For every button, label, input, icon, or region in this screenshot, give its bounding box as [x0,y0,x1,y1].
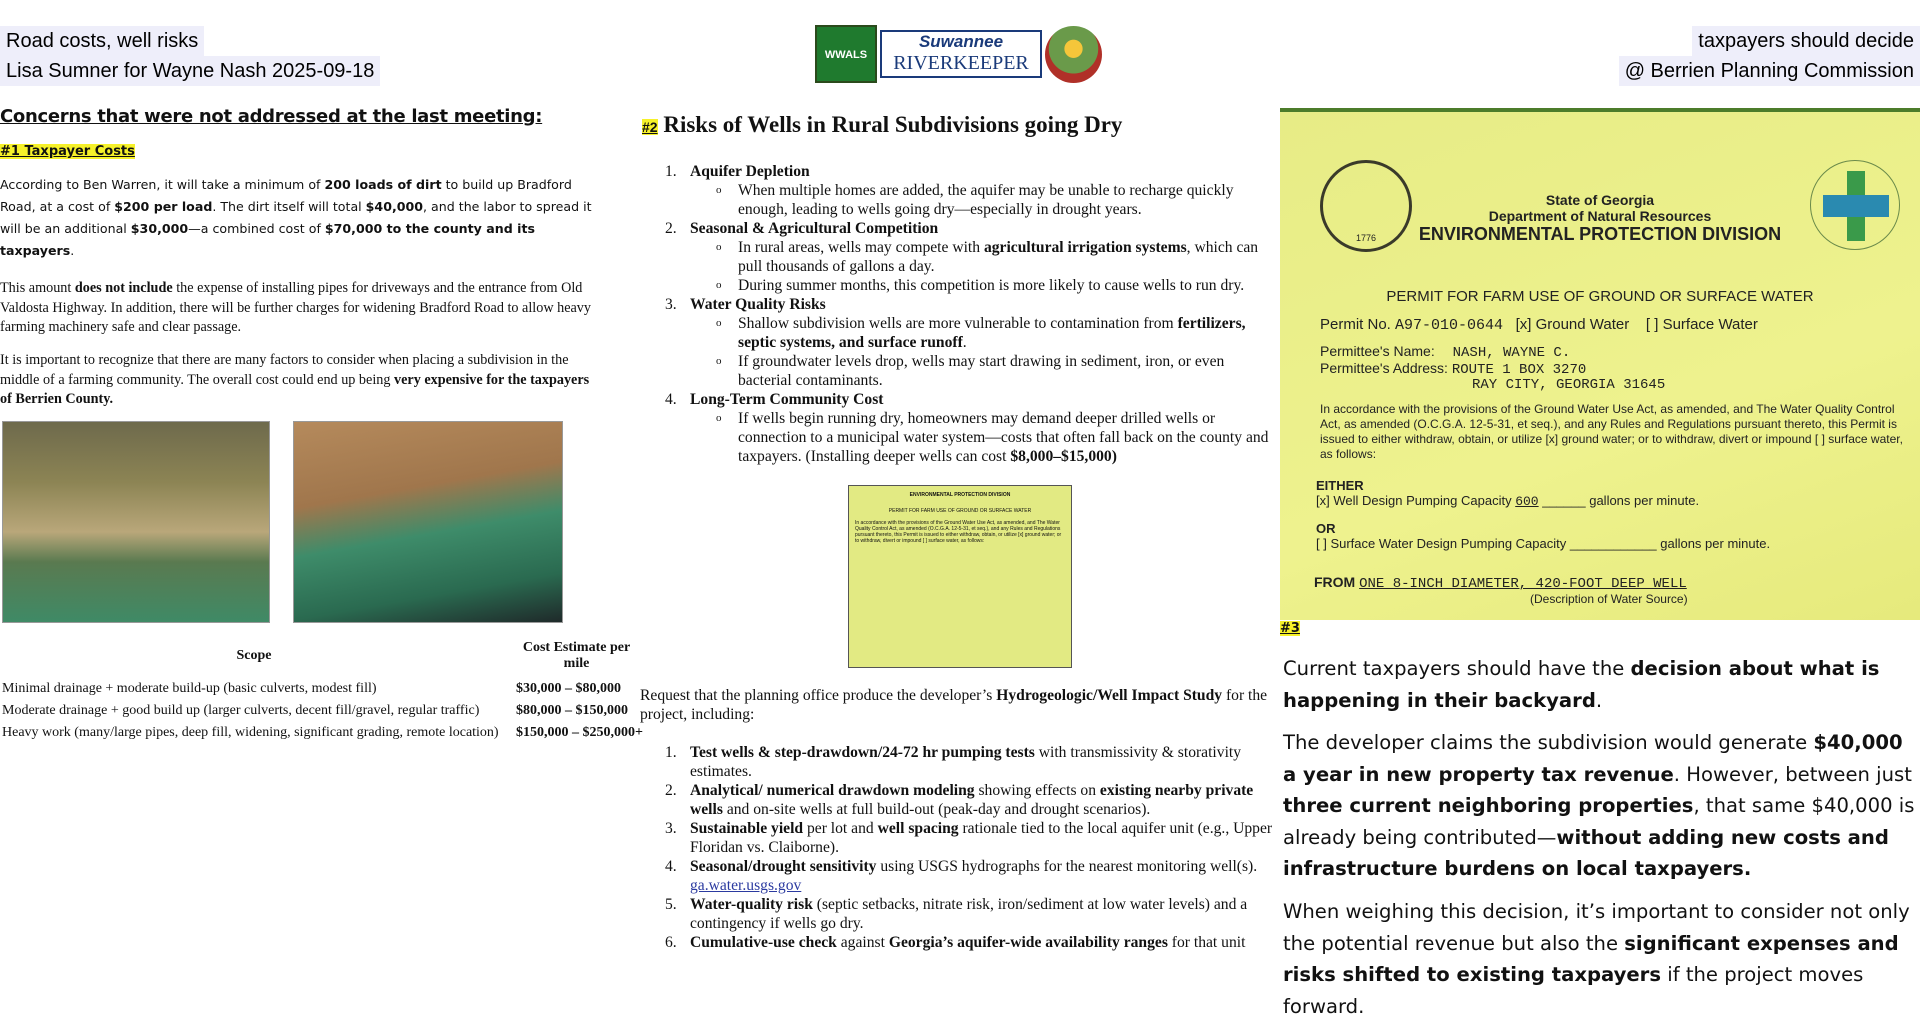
study-request-paragraph: Request that the planning office produce the developer’s Hydrogeologic/Well Impact Study for the project, including: [640,687,1268,723]
georgia-seal-icon: 1776 [1320,160,1412,252]
water-source-line: FROM ONE 8-INCH DIAMETER, 420-FOOT DEEP WELL [1314,574,1687,592]
permit-title: PERMIT FOR FARM USE OF GROUND OR SURFACE WATER [1386,288,1814,305]
wwals-logo-text: WWALS [824,49,868,61]
header-subtitle-right: @ Berrien Planning Commission [1619,56,1920,86]
dirt-cost-paragraph: According to Ben Warren, it will take a minimum of 200 loads of dirt to build up Bradford Road, at a cost of $200 per load. The dirt itself will total $40,000, and the labor to spread it will be an additional $30,000—a combined cost of $70,000 to the county and its taxpayers. [0,177,592,258]
permit-body: In accordance with the provisions of the Ground Water Use Act, as amended, and The Water Quality Control Act, as amended (O.C.G.A. 12-5-31, et seq.), and any Rules and Regulations pursuant thereto, this Permit is issued to either withdraw, obtain, or utilize [x] ground water; or to withdraw, divert or impound [ ] surface water, as follows: [1320,402,1903,461]
header-title-left: Road costs, well risks [0,26,204,56]
pipes-paragraph: This amount does not include the expense of installing pipes for driveways and the entrance from Old Valdosta Highway. In addition, there will be further charges for widening Bradford Road to allow heavy farming machinery safe and clear passage. [0,280,591,335]
usgs-link[interactable]: ga.water.usgs.gov [690,877,802,894]
taxpayer-costs-heading: #1 Taxpayer Costs [0,144,135,159]
list-item: 5. Water-quality risk (septic setbacks, nitrate risk, iron/sediment at low water levels) and a contingency if wells go dry. [665,896,1248,932]
cost-estimate-table [0,638,645,744]
circle-logo [1045,26,1102,83]
factors-paragraph: It is important to recognize that there are many factors to consider when placing a subdivision in the middle of a farming community. The overall cost could end up being very expensive for the taxpayers of Berrien County. [0,352,590,407]
cost-header: Cost Estimate per mile [522,640,631,671]
weighing-decision-paragraph: When weighing this decision, it’s important to consider not only the potential revenue but also the significant expenses and risks shifted to existing taxpayers if the project moves forward. [1283,900,1910,1018]
scope-header: Scope [236,648,272,663]
table-row: Minimal drainage + moderate build-up (basic culverts, modest fill) $30,000 – $80,000 [2,681,622,696]
table-row: Moderate drainage + good build up (larger culverts, decent fill/gravel, regular traffic) $80,000 – $150,000 [2,703,629,718]
section-3-label: #3 [1280,621,1300,636]
riverkeeper-logo-top: Suwannee [918,32,1004,51]
riverkeeper-logo [880,30,1042,78]
list-item: 6. Cumulative-use check against Georgia’s aquifer-wide availability ranges for that unit [665,934,1246,951]
permittee-info: Permittee's Name: NASH, WAYNE C. Permittee's Address: ROUTE 1 BOX 3270 RAY CITY, GEORGIA 31645 [1320,343,1666,393]
list-item: 1. Aquifer Depletion o When multiple homes are added, the aquifer may be unable to recharge quickly enough, leading to wells going dry—especially in drought years. [665,162,1280,219]
list-item: 2. Analytical/ numerical drawdown modeling showing effects on existing nearby private wells and on-site wells at full build-out (peak-day and drought scenarios). [665,782,1254,818]
header-title-right: taxpayers should decide [1692,26,1920,56]
riverkeeper-logo-bottom: RIVERKEEPER [893,52,1029,74]
wells-risk-heading: #2 Risks of Wells in Rural Subdivisions going Dry [642,112,1123,137]
list-item: 3. Water Quality Risks o Shallow subdivision wells are more vulnerable to contamination from fertilizers, septic systems, and surface runoff. o If groundwater levels drop, wells may start drawing in sediment, iron, or even bacterial contaminants. [665,295,1280,390]
tax-revenue-paragraph: The developer claims the subdivision would generate $40,000 a year in new property tax revenue. However, between just three current neighboring properties, that same $40,000 is already being contributed—without adding new costs and infrastructure burdens on local taxpayers. [1283,731,1915,880]
road-photo [2,421,270,623]
water-source-label: (Description of Water Source) [1530,592,1688,606]
pumping-capacity: EITHER [x] Well Design Pumping Capacity 600 ______ gallons per minute. OR [ ] Surface Water Design Pumping Capacity ____________ gallons per minute. [1316,478,1771,551]
concerns-heading: Concerns that were not addressed at the last meeting: [0,106,543,127]
study-list [665,743,1280,952]
list-item: 4. Seasonal/drought sensitivity using USGS hydrographs for the nearest monitoring well(s). ga.water.usgs.gov [665,858,1258,894]
list-item: 4. Long-Term Community Cost o If wells begin running dry, homeowners may demand deeper drilled wells or connection to a municipal water system—costs that often fall back on the county and taxpayers. (Installing deeper wells can cost $8,000–$15,000) [665,390,1280,466]
permit-number-line: Permit No. A97-010-0644 [x] Ground Water [ ] Surface Water [1320,316,1758,334]
table-header-row [0,638,645,678]
backyard-paragraph: Current taxpayers should have the decision about what is happening in their backyard. [1283,657,1880,712]
table-row: Heavy work (many/large pipes, deep fill, widening, significant grading, remote location) $150,000 – $250,000+ [2,725,643,740]
list-item: 1. Test wells & step-drawdown/24-72 hr pumping tests with transmissivity & storativity estimates. [665,744,1242,780]
header-subtitle-left: Lisa Sumner for Wayne Nash 2025-09-18 [0,56,380,86]
list-item: 3. Sustainable yield per lot and well spacing rationale tied to the local aquifer unit (e.g., Upper Floridan vs. Claiborne). [665,820,1273,856]
water-permit-image [1280,108,1920,620]
permit-thumbnail: ENVIRONMENTAL PROTECTION DIVISION PERMIT FOR FARM USE OF GROUND OR SURFACE WATER In accordance with the provisions of the Ground Water Use Act, as amended, and The Water Quality Control Act, as amended (O.C.G.A. 12-5-31, et seq.), and any Rules and Regulations pursuant thereto, this Permit is issued to either withdraw, obtain, or utilize [x] ground water; or to withdraw, divert or impound [ ] surface water, as follows: [848,485,1072,668]
risks-list [665,162,1280,466]
list-item: 2. Seasonal & Agricultural Competition o In rural areas, wells may compete with agricultural irrigation systems, which can pull thousands of gallons a day. o During summer months, this competition is more likely to cause wells to run dry. [665,219,1280,295]
wwals-logo [815,25,877,83]
harvester-photo [293,421,563,623]
permit-header: State of Georgia Department of Natural Resources ENVIRONMENTAL PROTECTION DIVISION [1418,192,1782,244]
